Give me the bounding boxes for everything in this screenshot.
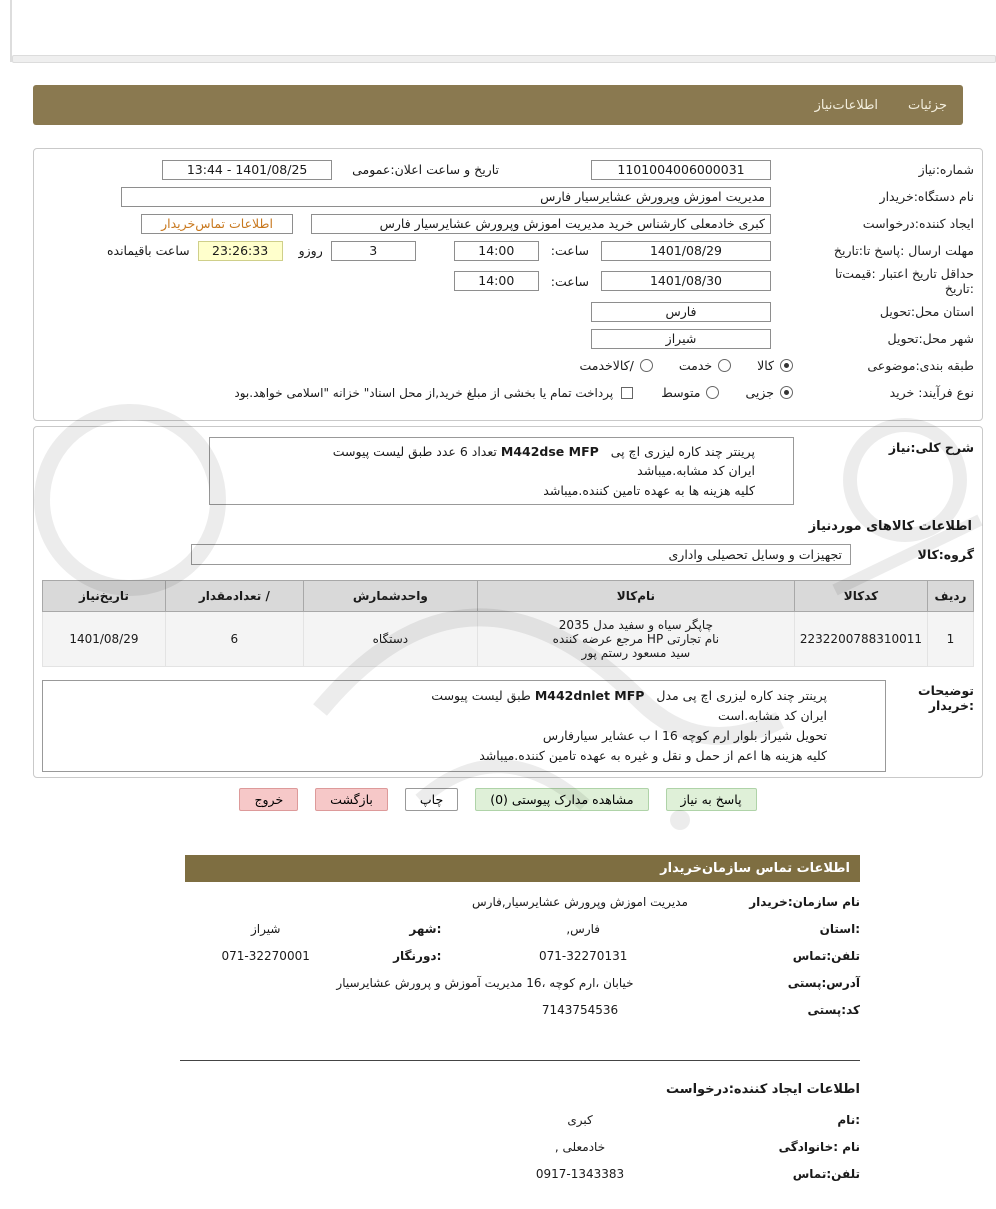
countdown-badge: 23:26:33 <box>198 241 283 261</box>
cell-row-number: 1 <box>927 612 973 667</box>
contact-postal-value: 7143754536 <box>541 1003 619 1017</box>
creator-section-heading: اطلاعات ایجاد کننده:درخواست <box>666 1082 860 1097</box>
description-line1-tail: تعداد 6 عدد طبق لیست پیوست <box>332 444 497 459</box>
contact-postal-label: کد:پستی <box>807 1003 860 1017</box>
request-creator-label: ایجاد کننده:درخواست <box>862 216 974 231</box>
treasury-checkbox[interactable] <box>621 387 633 399</box>
tab-need-info[interactable]: اطلاعات‌نیاز <box>814 97 879 113</box>
creator-name-label: :نام <box>837 1113 860 1127</box>
table-row <box>43 612 974 667</box>
deadline-days-field[interactable]: 3 <box>331 241 416 261</box>
goods-group-label: گروه:کالا <box>917 547 974 563</box>
cell-unit: دستگاه <box>303 612 477 667</box>
deadline-days-label: روزو <box>298 243 323 258</box>
buyer-notes-box <box>42 680 886 772</box>
need-number-field[interactable]: 1101004006000031 <box>591 160 771 180</box>
col-goods-code: کدکالا <box>794 581 927 612</box>
view-attachments-button[interactable]: مشاهده مدارک پیوستی (0) <box>475 788 648 811</box>
printer-model-text: M442dse MFP <box>500 444 599 459</box>
cell-quantity: 6 <box>165 612 303 667</box>
radio-icon[interactable] <box>706 386 719 399</box>
description-line-2: ایران کد مشابه.میباشد <box>637 463 755 479</box>
contact-fax-value: 071-32270001 <box>221 949 310 963</box>
announce-datetime-label: تاریخ و ساعت اعلان:عمومی <box>352 162 499 177</box>
buyer-contact-header: اطلاعات تماس سازمان‌خریدار <box>185 855 860 882</box>
deadline-label: مهلت ارسال :پاسخ تا:تاریخ <box>833 243 974 258</box>
radio-icon[interactable] <box>718 359 731 372</box>
validity-label: حداقل تاریخ اعتبار :قیمت‌تا :تاریخ <box>834 266 974 296</box>
creator-phone-value: 0917-1343383 <box>535 1167 625 1181</box>
row-org-name <box>185 895 860 909</box>
row-deadline <box>42 237 974 264</box>
cell-goods-code: 2232200788310011 <box>794 612 927 667</box>
row-phone-fax <box>185 949 860 963</box>
announce-datetime-field[interactable]: 1401/08/25 - 13:44 <box>162 160 332 180</box>
process-option-medium-label: متوسط <box>661 385 701 400</box>
validity-hour-label: ساعت: <box>550 273 589 289</box>
process-option-minor-label: جزیی <box>745 385 774 400</box>
col-quantity: / تعدادمقدار <box>165 581 303 612</box>
row-need-number <box>42 156 974 183</box>
notes-line-1 <box>51 686 827 706</box>
description-line1-text: پرینتر چند کاره لیزری اچ پی <box>610 444 755 459</box>
description-line-3: کلیه هزینه ها به عهده تامین کننده.میباشد <box>543 482 755 498</box>
back-button[interactable]: بازگشت <box>315 788 388 811</box>
contact-phone-label: تلفن:تماس <box>792 949 860 963</box>
org-name-label: نام سازمان:خریدار <box>749 895 860 909</box>
row-process-type <box>42 379 974 406</box>
process-type-label: نوع فرآیند: خرید <box>889 385 974 400</box>
row-creator-name <box>185 1113 860 1127</box>
delivery-city-label: شهر محل:تحویل <box>887 331 974 346</box>
contact-address-value: خیابان ،ارم کوچه ،16 مدیریت آموزش و پرورش عشایرسیار <box>336 976 634 990</box>
request-creator-field[interactable]: کبری خادمعلی کارشناس خرید مدیریت اموزش وپرورش عشایرسیار فارس <box>311 214 771 234</box>
buyer-contact-info-button[interactable]: اطلاعات تماس‌خریدار <box>141 214 293 234</box>
description-line-1 <box>218 442 755 461</box>
goods-info-heading: اطلاعات کالاهای موردنیاز <box>808 519 972 535</box>
category-label: طبقه بندی:موضوعی <box>867 358 974 373</box>
goods-name-line-3: سید مسعود رستم پور <box>581 646 691 661</box>
category-option-goods-label: کالا <box>757 358 774 373</box>
notes-line-4: کلیه هزینه ها اعم از حمل و نقل و غیره به عهده تامین کننده.میباشد <box>479 748 827 764</box>
tab-details[interactable]: جزئیات <box>908 97 947 113</box>
radio-icon[interactable] <box>780 359 793 372</box>
row-goods-group <box>42 544 974 565</box>
goods-name-line-1: چاپگر سیاه و سفید مدل 2035 <box>558 618 713 633</box>
buyer-contact-section <box>185 855 860 1030</box>
remaining-hours-label: ساعت باقیمانده <box>106 243 190 258</box>
goods-table-header <box>43 581 974 612</box>
delivery-province-field[interactable]: فارس <box>591 302 771 322</box>
row-address <box>185 976 860 990</box>
col-row-number: ردیف <box>927 581 973 612</box>
row-request-creator <box>42 210 974 237</box>
process-option-minor[interactable] <box>745 385 793 400</box>
contact-city-label: :شهر <box>409 922 442 936</box>
goods-name-line-2: نام تجارتی HP مرجع عرضه کننده <box>552 632 720 647</box>
row-creator-phone <box>185 1167 860 1181</box>
radio-icon[interactable] <box>780 386 793 399</box>
respond-to-need-button[interactable]: پاسخ به نیاز <box>666 788 757 811</box>
print-button[interactable]: چاپ <box>405 788 458 811</box>
category-option-service-label: خدمت <box>678 358 713 373</box>
row-city <box>42 325 974 352</box>
contact-address-label: آدرس:پستی <box>787 976 860 990</box>
contact-phone-value: 071-32270131 <box>539 949 628 963</box>
category-option-goods[interactable] <box>757 358 793 373</box>
contact-province-label: :استان <box>819 922 860 936</box>
exit-button[interactable]: خروج <box>239 788 298 811</box>
need-description-label: شرح کلی:نیاز <box>888 440 974 455</box>
need-number-label: شماره:نیاز <box>918 162 974 177</box>
category-option-goods-service-label: /کالاخدمت <box>579 358 634 373</box>
deadline-hour-label: ساعت: <box>550 243 589 258</box>
process-option-medium[interactable] <box>661 385 719 400</box>
treasury-checkbox-label: پرداخت تمام یا بخشی از مبلغ خرید,از محل اسناد" خزانه "اسلامی خواهد.بود <box>234 385 614 400</box>
creator-family-label: نام :خانوادگی <box>778 1140 860 1154</box>
cell-need-date: 1401/08/29 <box>43 612 166 667</box>
deadline-time-field[interactable]: 14:00 <box>454 241 539 261</box>
notes-line-3: تحویل شیراز بلوار ارم کوچه 16 ا ب عشایر سیارفارس <box>542 728 827 744</box>
delivery-city-field[interactable]: شیراز <box>591 329 771 349</box>
tab-bar <box>33 85 963 125</box>
col-unit: واحدشمارش <box>303 581 477 612</box>
contact-fax-label: :دورنگار <box>393 949 442 963</box>
contact-city-value: شیراز <box>250 922 281 936</box>
row-buyer-notes <box>42 680 974 772</box>
org-name-value: مدیریت اموزش وپرورش عشایرسیار,فارس <box>472 895 688 909</box>
notes-line1-tail: طبق لیست پیوست <box>431 688 531 704</box>
action-buttons <box>0 788 996 811</box>
cell-goods-name <box>477 612 794 667</box>
row-province <box>42 298 974 325</box>
category-option-service[interactable] <box>679 358 731 373</box>
need-description-box <box>209 437 794 505</box>
row-description <box>42 437 974 505</box>
row-category <box>42 352 974 379</box>
left-border-line <box>10 0 12 62</box>
buyer-org-field[interactable]: مدیریت اموزش وپرورش عشایرسیار فارس <box>121 187 771 207</box>
validity-date-field[interactable]: 1401/08/30 <box>601 271 771 291</box>
goods-group-field[interactable]: تجهیزات و وسایل تحصیلی واداری <box>191 544 851 565</box>
top-collapsed-strip <box>12 55 996 63</box>
validity-time-field[interactable]: 14:00 <box>454 271 539 291</box>
row-validity <box>42 264 974 298</box>
buyer-org-label: نام دستگاه:خریدار <box>879 189 974 204</box>
row-buyer-org <box>42 183 974 210</box>
creator-phone-label: تلفن:تماس <box>792 1167 860 1181</box>
goods-panel <box>33 426 983 778</box>
row-province-city <box>185 922 860 936</box>
delivery-province-label: استان محل:تحویل <box>879 304 974 319</box>
need-summary-panel <box>33 148 983 421</box>
notes-line-2: ایران کد مشابه.است <box>718 708 827 724</box>
contact-province-value: فارس, <box>566 922 601 936</box>
creator-family-value: خادمعلی , <box>554 1140 606 1154</box>
radio-icon[interactable] <box>640 359 653 372</box>
row-postal-code <box>185 1003 860 1017</box>
category-option-goods-service[interactable] <box>579 358 652 373</box>
buyer-notes-label: توضیحات :خریدار <box>918 683 974 714</box>
request-creator-section <box>185 1082 860 1194</box>
deadline-date-field[interactable]: 1401/08/29 <box>601 241 771 261</box>
col-goods-name: نام‌کالا <box>477 581 794 612</box>
notes-line1-text: پرینتر چند کاره لیزری اچ پی مدل <box>656 688 827 704</box>
notes-printer-model-text: M442dnlet MFP <box>534 688 645 704</box>
creator-name-value: کبری <box>567 1113 593 1127</box>
goods-table <box>42 580 974 667</box>
section-divider <box>180 1060 860 1061</box>
row-creator-family <box>185 1140 860 1154</box>
col-need-date: تاریخ‌نیاز <box>43 581 166 612</box>
